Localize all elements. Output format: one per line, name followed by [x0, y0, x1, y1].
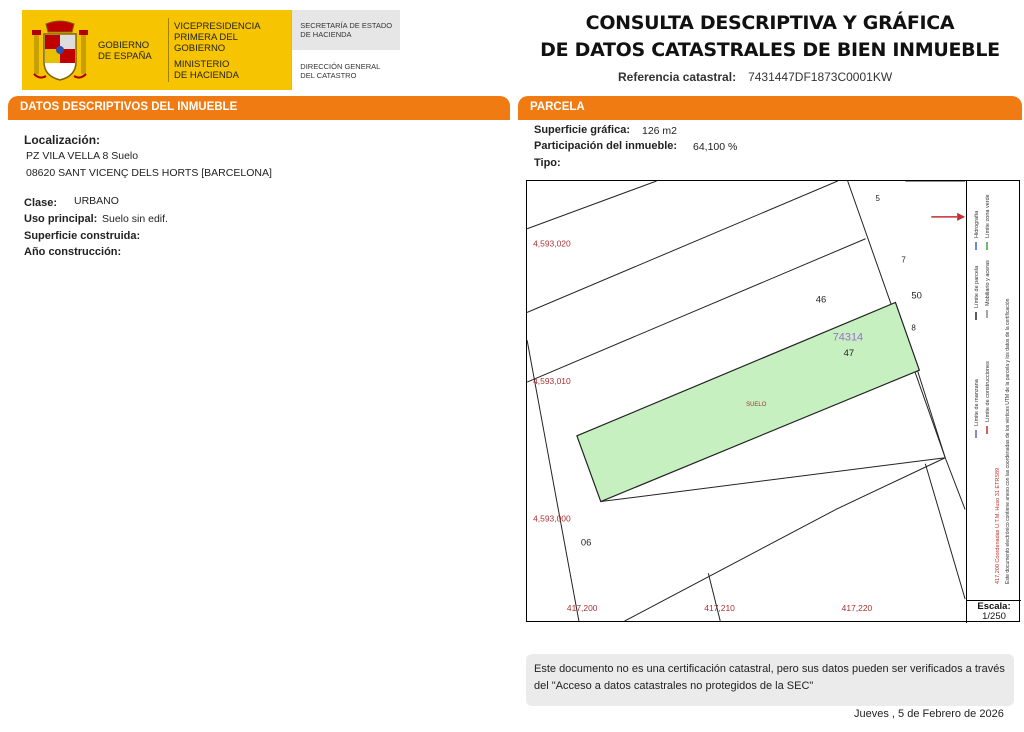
government-logo [22, 10, 291, 90]
supg-label: Superficie gráfica: [534, 124, 630, 136]
part-value: 64,100 % [693, 141, 738, 153]
uso-label: Uso principal: [24, 213, 98, 225]
map-line [527, 181, 656, 229]
legend-construcciones: Límite de construcciones [985, 361, 991, 422]
page-title [520, 10, 1020, 64]
sec-line2: DE HACIENDA [300, 30, 352, 39]
dir-line1: DIRECCIÓN GENERAL [300, 62, 381, 71]
supg-value: 126 m2 [642, 125, 678, 137]
legend-parcela: Límite de parcela [974, 265, 980, 308]
legend-anexo: Este documento electrónico contiene anexo con las coordenadas de los vértices UTM de la parcela y los datos de la certificación [1005, 298, 1011, 584]
map-line [527, 181, 838, 312]
map-line [945, 458, 965, 510]
map-x-label: 417,220 [841, 603, 873, 614]
loc-line1: PZ VILA VELLA 8 Suelo [26, 150, 139, 162]
legend-hidrografia: Hidrografía [974, 210, 980, 238]
legend-manzana: Límite de manzana [974, 379, 980, 426]
parcel-number: 50 [911, 290, 922, 302]
parcel-id-label: 74314 [832, 331, 864, 344]
disclaimer-note: Este documento no es una certificación catastral, pero sus datos pueden ser verificados a través del "Acceso a datos catastrales no protegidos de la SEC" [526, 654, 1014, 706]
part-label: Participación del inmueble: [534, 140, 678, 152]
tipo-label: Tipo: [534, 157, 561, 169]
parcel-suelo-label: SUELO [746, 401, 767, 408]
legend-zona-verde: Límite zona verde [985, 194, 991, 238]
cadastral-map[interactable] [526, 180, 1020, 622]
title-line2: DE DATOS CATASTRALES DE BIEN INMUEBLE [540, 39, 1000, 61]
map-y-label: 4,593,000 [533, 513, 571, 524]
loc-line2: 08620 SANT VICENÇ DELS HORTS [BARCELONA] [26, 167, 272, 179]
min-line2: DE HACIENDA [174, 70, 239, 81]
legend-coordenadas: 417,200 Coordenadas U.T.M. Huso 31 ETRS89 [995, 467, 1001, 584]
map-legend [966, 180, 1021, 600]
parcel-number: 8 [911, 323, 916, 333]
map-line [708, 573, 720, 621]
government-logo-block [22, 10, 400, 90]
dir-line2: DEL CATASTRO [300, 71, 357, 80]
coat-of-arms-icon [32, 20, 88, 84]
section-parcela-header: PARCELA [518, 96, 1022, 118]
parcel-number: 46 [815, 294, 827, 306]
map-line [917, 370, 945, 458]
document-date: Jueves , 5 de Febrero de 2026 [854, 708, 1004, 720]
sec-line1: SECRETARÍA DE ESTADO [300, 21, 393, 30]
scale-label: Escala: [977, 601, 1011, 612]
parcel-number: 06 [580, 537, 592, 549]
map-x-label: 417,200 [566, 603, 598, 614]
parcel-number: 5 [875, 193, 880, 203]
loc-label: Localización: [24, 133, 101, 147]
map-x-label: 417,210 [704, 603, 735, 614]
section-parcela [518, 96, 1022, 120]
clase-label: Clase: [24, 197, 58, 209]
map-line [836, 458, 946, 510]
sup-label: Superficie construida: [24, 230, 141, 242]
vice-line2: PRIMERA DEL GOBIERNO [174, 32, 238, 54]
map-y-label: 4,593,020 [533, 238, 571, 249]
parcel-number: 7 [901, 255, 906, 265]
vice-line1: VICEPRESIDENCIA [174, 21, 261, 32]
section-descriptive-header: DATOS DESCRIPTIVOS DEL INMUEBLE [8, 96, 510, 118]
north-arrow-icon [931, 213, 965, 221]
parcel-number: 47 [843, 348, 855, 360]
min-line1: MINISTERIO [174, 59, 230, 70]
uso-value: Suelo sin edif. [102, 213, 168, 225]
legend-mobiliario: Mobiliario y aceras [985, 260, 991, 306]
ref-label: Referencia catastral: [618, 70, 737, 84]
map-line [925, 464, 965, 599]
map-y-label: 4,593,010 [533, 376, 571, 387]
title-line1: CONSULTA DESCRIPTIVA Y GRÁFICA [585, 12, 955, 34]
anio-label: Año construcción: [24, 246, 122, 258]
map-scale [966, 600, 1021, 623]
section-descriptive [8, 96, 510, 120]
clase-value: URBANO [74, 195, 119, 207]
scale-value: 1/250 [982, 611, 1006, 622]
reference-row [618, 70, 892, 84]
gov-line2: DE ESPAÑA [98, 51, 152, 62]
gov-line1: GOBIERNO [98, 40, 150, 51]
secretaria-logo [291, 10, 400, 90]
ref-value: 7431447DF1873C0001KW [748, 70, 893, 84]
